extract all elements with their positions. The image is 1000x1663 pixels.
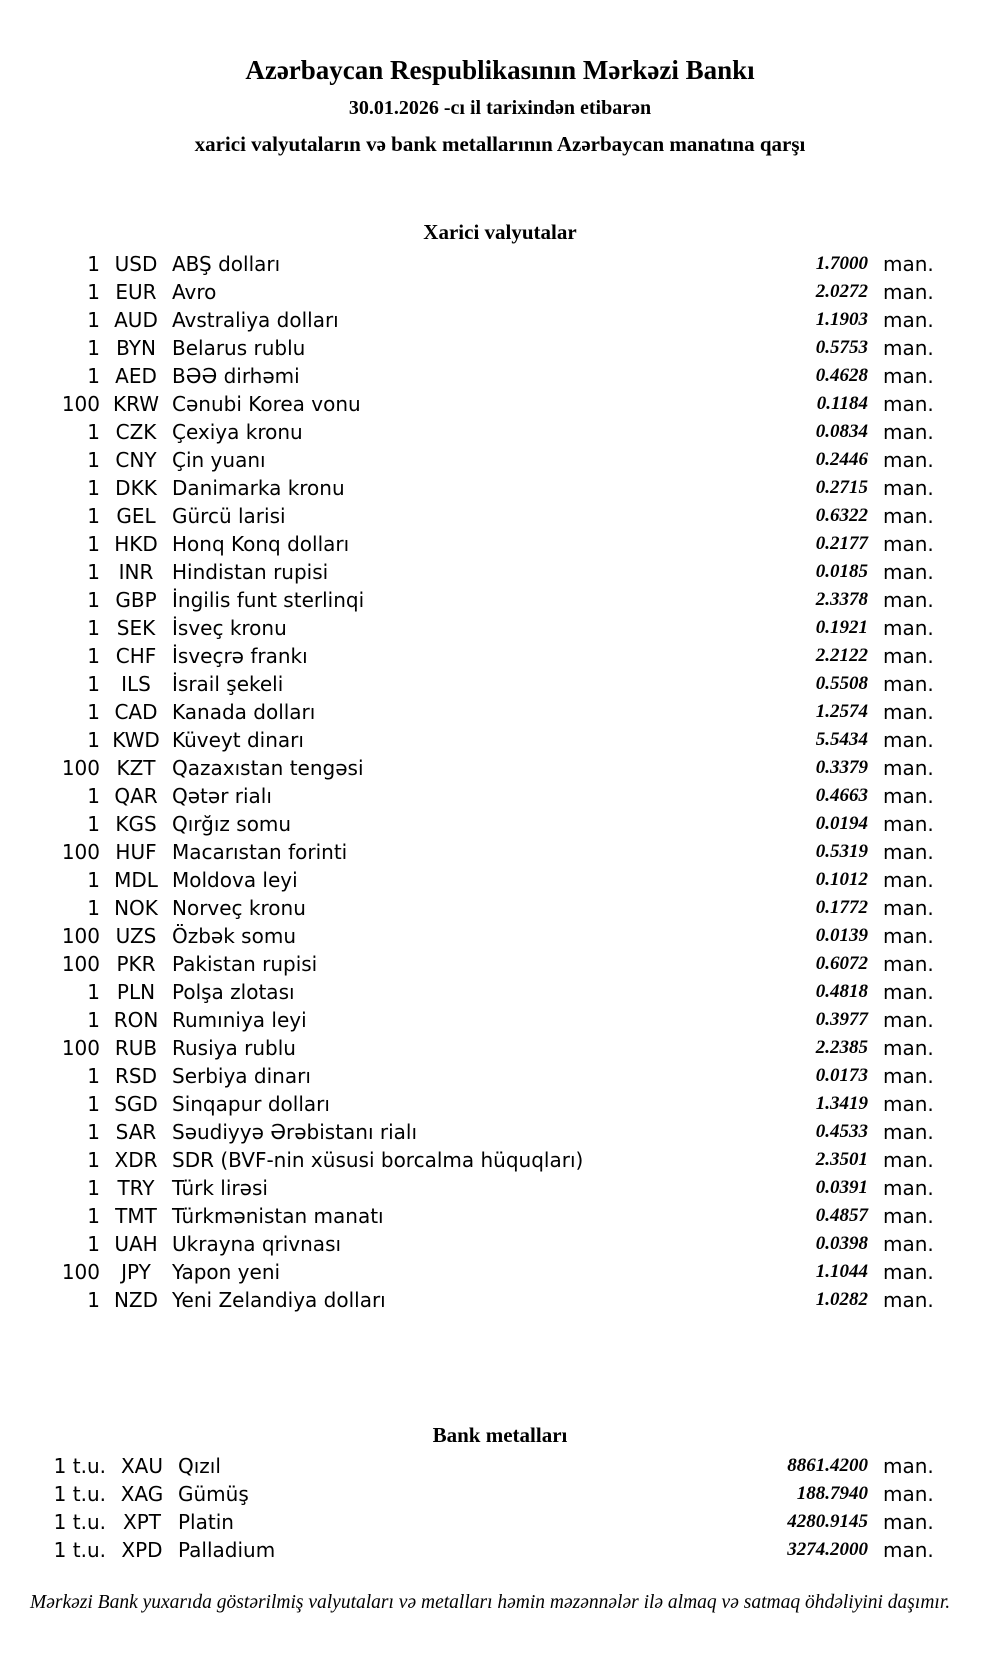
currency-name: Polşa zlotası bbox=[172, 980, 295, 1004]
rate-row bbox=[0, 502, 1000, 530]
currency-name: Sinqapur dolları bbox=[172, 1092, 330, 1116]
currency-code: RSD bbox=[115, 1064, 157, 1088]
unit-label: man. bbox=[883, 308, 934, 332]
currency-code: PLN bbox=[116, 980, 156, 1004]
currency-code: RON bbox=[113, 1008, 159, 1032]
currency-name: Norveç kronu bbox=[172, 896, 306, 920]
unit-label: man. bbox=[883, 588, 934, 612]
currency-code: KGS bbox=[115, 812, 157, 836]
quantity-value: 1 bbox=[87, 784, 100, 808]
currency-name: Çin yuanı bbox=[172, 448, 266, 472]
currencies-table bbox=[0, 250, 1000, 1314]
rate-row bbox=[0, 838, 1000, 866]
currency-code: DKK bbox=[115, 476, 157, 500]
quantity-value: 1 bbox=[87, 812, 100, 836]
rate-value: 0.0173 bbox=[815, 1065, 868, 1086]
rate-row bbox=[0, 894, 1000, 922]
rate-value: 0.2446 bbox=[815, 449, 868, 470]
rate-row bbox=[0, 250, 1000, 278]
currency-name: Gürcü larisi bbox=[172, 504, 286, 528]
currency-name: Türk lirəsi bbox=[172, 1176, 268, 1200]
rate-value: 0.5508 bbox=[815, 673, 868, 694]
currency-code: SAR bbox=[115, 1120, 157, 1144]
rate-row bbox=[0, 670, 1000, 698]
rate-row bbox=[0, 810, 1000, 838]
rate-row bbox=[0, 1006, 1000, 1034]
currency-name: İsveç kronu bbox=[172, 616, 287, 640]
rate-value: 0.4857 bbox=[815, 1205, 868, 1226]
rate-row bbox=[0, 586, 1000, 614]
unit-label: man. bbox=[883, 280, 934, 304]
currency-code: KWD bbox=[112, 728, 160, 752]
currency-code: AUD bbox=[114, 308, 158, 332]
rate-value: 0.3379 bbox=[815, 757, 868, 778]
rate-row bbox=[0, 1146, 1000, 1174]
quantity-value: 100 bbox=[61, 952, 100, 976]
currency-code: XAU bbox=[120, 1454, 164, 1478]
unit-label: man. bbox=[883, 532, 934, 556]
currency-code: RUB bbox=[114, 1036, 158, 1060]
quantity-value: 100 bbox=[61, 840, 100, 864]
rate-value: 0.0185 bbox=[815, 561, 868, 582]
currency-name: Danimarka kronu bbox=[172, 476, 345, 500]
rate-row bbox=[0, 1062, 1000, 1090]
quantity-value: 1 bbox=[87, 1232, 100, 1256]
rate-row bbox=[0, 1286, 1000, 1314]
quantity-value: 1 bbox=[87, 504, 100, 528]
rate-value: 2.2122 bbox=[815, 645, 868, 666]
rate-row bbox=[0, 922, 1000, 950]
rate-value: 0.4628 bbox=[815, 365, 868, 386]
unit-label: man. bbox=[883, 700, 934, 724]
unit-label: man. bbox=[883, 1176, 934, 1200]
currency-name: İsveçrə frankı bbox=[172, 644, 308, 668]
rate-value: 2.3501 bbox=[815, 1149, 868, 1170]
currency-name: Pakistan rupisi bbox=[172, 952, 318, 976]
rate-row bbox=[0, 278, 1000, 306]
rate-value: 0.6322 bbox=[815, 505, 868, 526]
rate-row bbox=[0, 306, 1000, 334]
rate-value: 0.0398 bbox=[815, 1233, 868, 1254]
rate-value: 0.2177 bbox=[815, 533, 868, 554]
footer-note: Mərkəzi Bank yuxarıda göstərilmiş valyutaları və metalları həmin məzənnələr ilə almaq və satmaq öhdəliyini daşımır. bbox=[30, 1592, 951, 1613]
rate-value: 1.0282 bbox=[815, 1289, 868, 1310]
rate-row bbox=[0, 418, 1000, 446]
quantity-value: 1 t.u. bbox=[53, 1482, 106, 1506]
unit-label: man. bbox=[883, 896, 934, 920]
rate-value: 2.2385 bbox=[815, 1037, 868, 1058]
unit-label: man. bbox=[883, 420, 934, 444]
unit-label: man. bbox=[883, 364, 934, 388]
currency-code: ILS bbox=[121, 672, 151, 696]
currency-name: SDR (BVF-nin xüsusi borcalma hüquqları) bbox=[172, 1148, 584, 1172]
unit-label: man. bbox=[883, 980, 934, 1004]
currency-code: CAD bbox=[114, 700, 158, 724]
quantity-value: 1 bbox=[87, 252, 100, 276]
currency-code: MDL bbox=[114, 868, 158, 892]
currencies-section-title: Xarici valyutalar bbox=[423, 220, 577, 244]
unit-label: man. bbox=[883, 1260, 934, 1284]
currency-name: Qızıl bbox=[178, 1454, 221, 1478]
currency-name: Avro bbox=[172, 280, 217, 304]
rate-value: 1.7000 bbox=[815, 253, 868, 274]
rate-value: 0.4533 bbox=[815, 1121, 868, 1142]
currency-code: UZS bbox=[115, 924, 157, 948]
currency-code: XDR bbox=[114, 1148, 158, 1172]
quantity-value: 1 bbox=[87, 560, 100, 584]
currency-code: JPY bbox=[121, 1260, 151, 1284]
currency-code: CHF bbox=[115, 644, 157, 668]
rate-row bbox=[0, 642, 1000, 670]
currency-code: USD bbox=[114, 252, 158, 276]
rate-row bbox=[0, 1258, 1000, 1286]
rate-value: 1.3419 bbox=[815, 1093, 868, 1114]
rate-row bbox=[0, 1230, 1000, 1258]
currency-name: Küveyt dinarı bbox=[172, 728, 304, 752]
quantity-value: 1 bbox=[87, 476, 100, 500]
rate-row bbox=[0, 334, 1000, 362]
quantity-value: 100 bbox=[61, 756, 100, 780]
unit-label: man. bbox=[883, 1064, 934, 1088]
unit-label: man. bbox=[883, 924, 934, 948]
unit-label: man. bbox=[883, 868, 934, 892]
quantity-value: 100 bbox=[61, 1036, 100, 1060]
currency-code: HKD bbox=[114, 532, 158, 556]
currency-name: Rusiya rublu bbox=[172, 1036, 296, 1060]
rate-row bbox=[0, 1480, 1000, 1508]
metals-table bbox=[0, 1452, 1000, 1564]
currency-name: Yapon yeni bbox=[172, 1260, 281, 1284]
currency-code: KRW bbox=[113, 392, 159, 416]
rate-row bbox=[0, 474, 1000, 502]
page-title: Azərbaycan Respublikasının Mərkəzi Bankı bbox=[245, 55, 755, 85]
currency-name: Ukrayna qrivnası bbox=[172, 1232, 342, 1256]
rate-row bbox=[0, 754, 1000, 782]
currency-name: Serbiya dinarı bbox=[172, 1064, 311, 1088]
currency-code: INR bbox=[118, 560, 154, 584]
rate-value: 0.0391 bbox=[815, 1177, 868, 1198]
rate-value: 0.0194 bbox=[815, 813, 868, 834]
currency-code: KZT bbox=[116, 756, 156, 780]
unit-label: man. bbox=[883, 784, 934, 808]
quantity-value: 1 t.u. bbox=[53, 1538, 106, 1562]
rate-row bbox=[0, 390, 1000, 418]
quantity-value: 100 bbox=[61, 924, 100, 948]
currency-code: XPD bbox=[121, 1538, 163, 1562]
currency-name: Macarıstan forinti bbox=[172, 840, 348, 864]
rate-value: 0.1772 bbox=[815, 897, 868, 918]
currency-name: Yeni Zelandiya dolları bbox=[172, 1288, 386, 1312]
rate-value: 0.1012 bbox=[815, 869, 868, 890]
quantity-value: 1 bbox=[87, 1008, 100, 1032]
unit-label: man. bbox=[883, 728, 934, 752]
quantity-value: 1 bbox=[87, 672, 100, 696]
unit-label: man. bbox=[883, 560, 934, 584]
rate-row bbox=[0, 530, 1000, 558]
unit-label: man. bbox=[883, 756, 934, 780]
currency-name: Cənubi Korea vonu bbox=[172, 392, 361, 416]
currency-code: UAH bbox=[114, 1232, 158, 1256]
rate-row bbox=[0, 950, 1000, 978]
rate-value: 0.4818 bbox=[815, 981, 868, 1002]
currency-code: AED bbox=[115, 364, 157, 388]
unit-label: man. bbox=[883, 672, 934, 696]
unit-label: man. bbox=[883, 1288, 934, 1312]
rate-row bbox=[0, 1508, 1000, 1536]
rate-row bbox=[0, 726, 1000, 754]
currency-name: Qazaxıstan tengəsi bbox=[172, 756, 364, 780]
quantity-value: 1 bbox=[87, 1176, 100, 1200]
unit-label: man. bbox=[883, 952, 934, 976]
currency-name: Hindistan rupisi bbox=[172, 560, 329, 584]
rate-value: 0.3977 bbox=[815, 1009, 868, 1030]
rate-value: 0.1184 bbox=[816, 393, 868, 414]
currency-code: BYN bbox=[116, 336, 156, 360]
currency-name: BƏƏ dirhəmi bbox=[172, 364, 300, 388]
currency-name: Qırğız somu bbox=[172, 812, 292, 836]
effective-date-line: 30.01.2026 -cı il tarixindən etibarən bbox=[348, 97, 652, 119]
rate-value: 0.0834 bbox=[815, 421, 868, 442]
rate-value: 4280.9145 bbox=[787, 1511, 868, 1532]
quantity-value: 1 bbox=[87, 1288, 100, 1312]
rate-value: 1.1903 bbox=[815, 309, 868, 330]
rate-value: 0.5753 bbox=[815, 337, 868, 358]
quantity-value: 1 bbox=[87, 1120, 100, 1144]
currency-name: Türkmənistan manatı bbox=[172, 1204, 384, 1228]
unit-label: man. bbox=[883, 812, 934, 836]
currency-code: NOK bbox=[114, 896, 158, 920]
currency-name: Palladium bbox=[178, 1538, 276, 1562]
quantity-value: 1 bbox=[87, 420, 100, 444]
currency-code: QAR bbox=[114, 784, 158, 808]
quantity-value: 1 t.u. bbox=[53, 1510, 106, 1534]
unit-label: man. bbox=[883, 1510, 934, 1534]
quantity-value: 1 bbox=[87, 616, 100, 640]
rate-row bbox=[0, 1202, 1000, 1230]
rate-value: 5.5434 bbox=[815, 729, 868, 750]
rate-row bbox=[0, 1536, 1000, 1564]
unit-label: man. bbox=[883, 392, 934, 416]
quantity-value: 1 bbox=[87, 700, 100, 724]
currency-code: TMT bbox=[115, 1204, 157, 1228]
currency-code: SEK bbox=[116, 616, 156, 640]
unit-label: man. bbox=[883, 1008, 934, 1032]
currency-name: Avstraliya dolları bbox=[172, 308, 339, 332]
rate-value: 0.0139 bbox=[815, 925, 868, 946]
quantity-value: 1 bbox=[87, 728, 100, 752]
quantity-value: 1 t.u. bbox=[53, 1454, 106, 1478]
quantity-value: 1 bbox=[87, 1064, 100, 1088]
currency-code: CZK bbox=[115, 420, 157, 444]
rate-value: 0.1921 bbox=[815, 617, 868, 638]
unit-label: man. bbox=[883, 448, 934, 472]
quantity-value: 1 bbox=[87, 980, 100, 1004]
rate-row bbox=[0, 782, 1000, 810]
quantity-value: 1 bbox=[87, 868, 100, 892]
currency-code: PKR bbox=[116, 952, 156, 976]
rate-row bbox=[0, 1034, 1000, 1062]
currency-name: Səudiyyə Ərəbistanı rialı bbox=[172, 1120, 418, 1144]
quantity-value: 100 bbox=[61, 392, 100, 416]
unit-label: man. bbox=[883, 252, 934, 276]
rate-row bbox=[0, 1174, 1000, 1202]
quantity-value: 100 bbox=[61, 1260, 100, 1284]
rate-value: 2.0272 bbox=[815, 281, 868, 302]
unit-label: man. bbox=[883, 1204, 934, 1228]
unit-label: man. bbox=[883, 1538, 934, 1562]
currency-name: Qətər rialı bbox=[172, 784, 272, 808]
rate-row bbox=[0, 1090, 1000, 1118]
quantity-value: 1 bbox=[87, 280, 100, 304]
rate-row bbox=[0, 1452, 1000, 1480]
quantity-value: 1 bbox=[87, 448, 100, 472]
unit-label: man. bbox=[883, 1036, 934, 1060]
rate-value: 8861.4200 bbox=[787, 1455, 868, 1476]
quantity-value: 1 bbox=[87, 1148, 100, 1172]
currency-name: İngilis funt sterlinqi bbox=[172, 588, 365, 612]
currency-name: Moldova leyi bbox=[172, 868, 298, 892]
currency-code: NZD bbox=[113, 1288, 159, 1312]
currency-name: Gümüş bbox=[178, 1482, 249, 1506]
unit-label: man. bbox=[883, 1148, 934, 1172]
quantity-value: 1 bbox=[87, 644, 100, 668]
currency-code: XAG bbox=[120, 1482, 164, 1506]
currency-name: ABŞ dolları bbox=[172, 252, 281, 276]
currency-name: İsrail şekeli bbox=[172, 672, 284, 696]
rate-value: 0.6072 bbox=[815, 953, 868, 974]
currency-code: XPT bbox=[123, 1510, 161, 1534]
rate-row bbox=[0, 698, 1000, 726]
quantity-value: 1 bbox=[87, 1092, 100, 1116]
currency-name: Özbək somu bbox=[172, 924, 296, 948]
rate-value: 1.1044 bbox=[815, 1261, 868, 1282]
rate-value: 2.3378 bbox=[815, 589, 868, 610]
metals-section-title: Bank metalları bbox=[432, 1423, 568, 1447]
rate-value: 188.7940 bbox=[796, 1483, 868, 1504]
currency-name: Rumıniya leyi bbox=[172, 1008, 307, 1032]
rate-value: 0.2715 bbox=[815, 477, 868, 498]
currency-name: Kanada dolları bbox=[172, 700, 316, 724]
rate-value: 0.4663 bbox=[815, 785, 868, 806]
rate-value: 0.5319 bbox=[815, 841, 868, 862]
unit-label: man. bbox=[883, 476, 934, 500]
currency-code: HUF bbox=[115, 840, 157, 864]
unit-label: man. bbox=[883, 1120, 934, 1144]
currency-name: Platin bbox=[178, 1510, 234, 1534]
rate-row bbox=[0, 446, 1000, 474]
quantity-value: 1 bbox=[87, 308, 100, 332]
currency-code: CNY bbox=[115, 448, 157, 472]
rate-row bbox=[0, 978, 1000, 1006]
quantity-value: 1 bbox=[87, 588, 100, 612]
currency-name: Belarus rublu bbox=[172, 336, 306, 360]
quantity-value: 1 bbox=[87, 336, 100, 360]
rate-row bbox=[0, 1118, 1000, 1146]
unit-label: man. bbox=[883, 616, 934, 640]
currency-code: TRY bbox=[117, 1176, 155, 1200]
rate-row bbox=[0, 614, 1000, 642]
unit-label: man. bbox=[883, 1454, 934, 1478]
currency-name: Honq Konq dolları bbox=[172, 532, 350, 556]
currency-code: GBP bbox=[115, 588, 157, 612]
currency-name: Çexiya kronu bbox=[172, 420, 303, 444]
unit-label: man. bbox=[883, 840, 934, 864]
quantity-value: 1 bbox=[87, 896, 100, 920]
currency-code: GEL bbox=[116, 504, 156, 528]
unit-label: man. bbox=[883, 1232, 934, 1256]
page-subtitle: xarici valyutaların və bank metallarının Azərbaycan manatına qarşı bbox=[194, 132, 806, 156]
unit-label: man. bbox=[883, 336, 934, 360]
rate-row bbox=[0, 558, 1000, 586]
currency-code: SGD bbox=[114, 1092, 158, 1116]
unit-label: man. bbox=[883, 504, 934, 528]
unit-label: man. bbox=[883, 1092, 934, 1116]
unit-label: man. bbox=[883, 1482, 934, 1506]
rate-row bbox=[0, 362, 1000, 390]
currency-code: EUR bbox=[115, 280, 157, 304]
quantity-value: 1 bbox=[87, 532, 100, 556]
rate-value: 3274.2000 bbox=[787, 1539, 868, 1560]
unit-label: man. bbox=[883, 644, 934, 668]
rate-row bbox=[0, 866, 1000, 894]
quantity-value: 1 bbox=[87, 364, 100, 388]
quantity-value: 1 bbox=[87, 1204, 100, 1228]
rate-value: 1.2574 bbox=[815, 701, 868, 722]
